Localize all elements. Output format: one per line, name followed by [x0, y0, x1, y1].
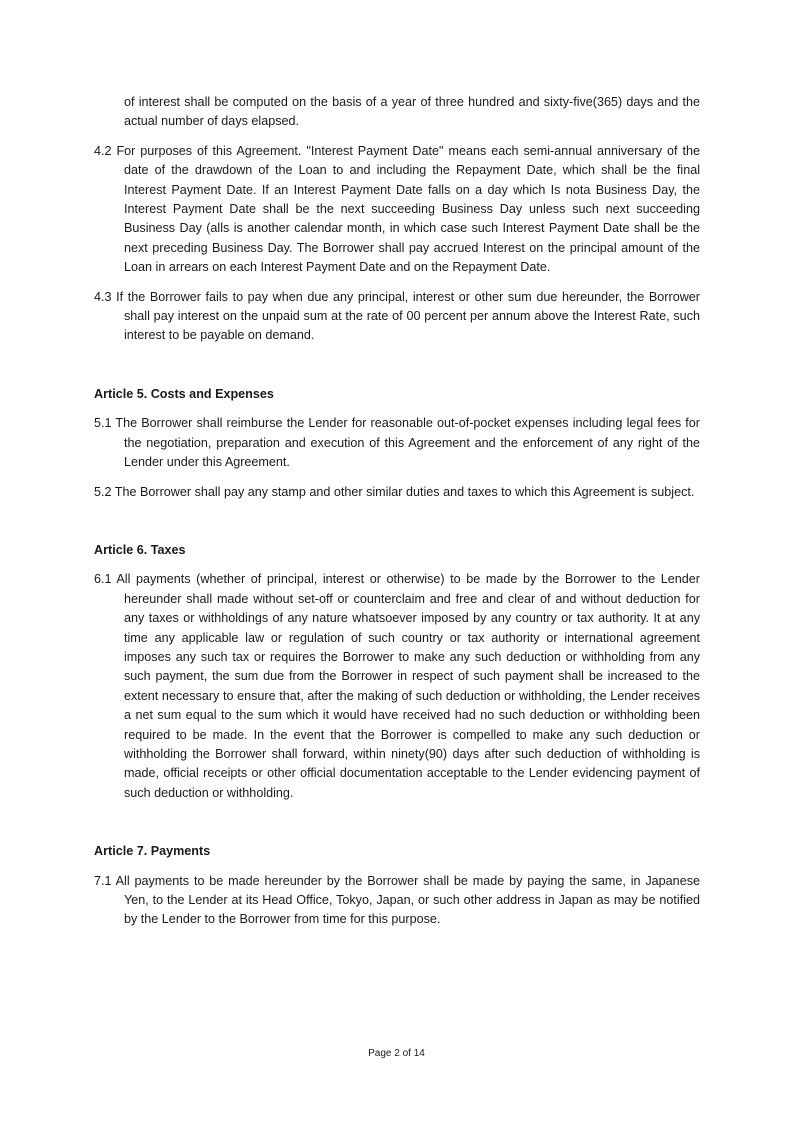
paragraph-5-1: 5.1 The Borrower shall reimburse the Lender for reasonable out-of-pocket expenses including legal fees for the negotiation, preparation and execution of this Agreement and the enforcement of any right of the Lender under this Agreement.	[94, 416, 700, 470]
paragraph-6-1: 6.1 All payments (whether of principal, interest or otherwise) to be made by the Borrower to the Lender hereunder shall made without set-off or counterclaim and free and clear of and without deduction for any taxes or withholdings of any nature whatsoever imposed by any country or tax authority. It at any time any applicable law or regulation of such country or tax authority or international agreement imposes any such tax or requires the Borrower to make any such deduction or withholding from any such payment, the sum due from the Borrower in respect of such payment shall be increased to the extent necessary to ensure that, after the making of such deduction or withholding, the Lender receives a net sum equal to the sum which it would have received had no such deduction or withholding been required to be made. In the event that the Borrower is compelled to make any such deduction or withholding the Borrower shall forward, within ninety(90) days after such deduction of withholding is made, official receipts or other official documentation acceptable to the Lender evidencing payment of such deduction or withholding.	[94, 572, 700, 800]
paragraph-4-3: 4.3 If the Borrower fails to pay when due any principal, interest or other sum due hereunder, the Borrower shall pay interest on the unpaid sum at the rate of 00 percent per annum above the Interest Rate, such interest to be payable on demand.	[94, 289, 700, 343]
paragraph-5-2: 5.2 The Borrower shall pay any stamp and other similar duties and taxes to which this Agreement is subject.	[94, 484, 695, 499]
paragraph-7-1: 7.1 All payments to be made hereunder by the Borrower shall be made by paying the same, in Japanese Yen, to the Lender at its Head Office, Tokyo, Japan, or such other address in Japan as may be notified by the Lender to the Borrower from time for this purpose.	[94, 873, 700, 927]
article-7-heading: Article 7. Payments	[94, 844, 211, 859]
paragraph-4-1-continuation: of interest shall be computed on the basis of a year of three hundred and sixty-five(365) days and the actual number of days elapsed.	[124, 95, 700, 129]
article-5-heading: Article 5. Costs and Expenses	[94, 386, 274, 401]
document-page	[94, 93, 700, 930]
page-footer: Page 2 of 14	[368, 1048, 425, 1059]
article-6-heading: Article 6. Taxes	[94, 542, 186, 557]
paragraph-4-2: 4.2 For purposes of this Agreement. "Interest Payment Date" means each semi-annual anniversary of the date of the drawdown of the Loan to and including the Repayment Date, which shall be the final Interest Payment Date. If an Interest Payment Date falls on a day which Is nota Business Day, the Interest Payment Date shall be the next succeeding Business Day unless such next succeeding Business Day (alls is another calendar month, in which case such Interest Payment Date shall be the next preceding Business Day. The Borrower shall pay accrued Interest on the principal amount of the Loan in arrears on each Interest Payment Date and on the Repayment Date.	[94, 143, 700, 275]
